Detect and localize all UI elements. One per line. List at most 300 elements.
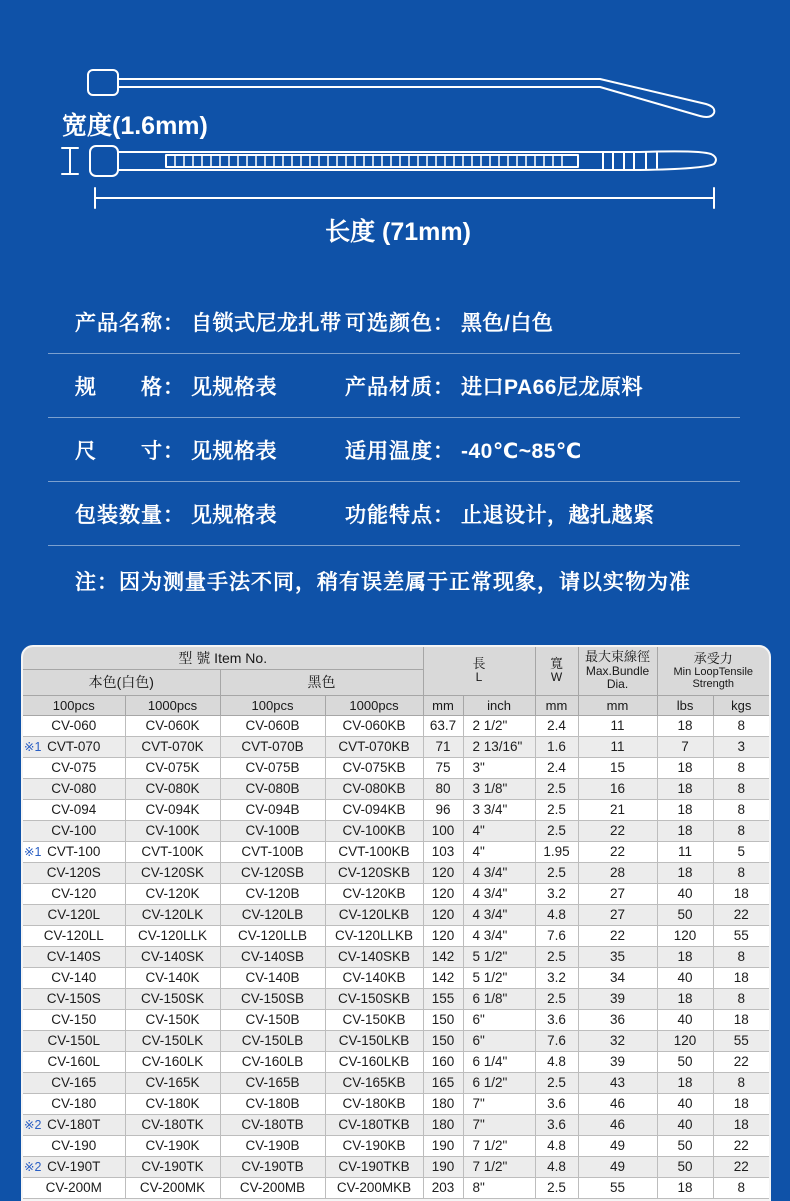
model-cell: CVT-070KB — [325, 736, 423, 757]
value-cell: 36 — [578, 1009, 657, 1030]
tie2-head — [90, 146, 118, 176]
value-cell: 18 — [657, 862, 713, 883]
value-cell: 7 — [657, 736, 713, 757]
value-cell: 180 — [423, 1093, 463, 1114]
value-cell: 3" — [463, 757, 535, 778]
value-cell: 4" — [463, 820, 535, 841]
model-cell: CV-190 — [23, 1135, 125, 1156]
model-cell: CV-180 — [23, 1093, 125, 1114]
value-cell: 3.6 — [535, 1009, 578, 1030]
model-cell: ※2 CV-190T — [23, 1156, 125, 1177]
subheader-lbs: lbs — [657, 695, 713, 715]
model-cell: CV-140KB — [325, 967, 423, 988]
value-cell: 150 — [423, 1030, 463, 1051]
model-cell: ※2 CV-180T — [23, 1114, 125, 1135]
model-cell: CV-150SK — [125, 988, 220, 1009]
value-cell: 96 — [423, 799, 463, 820]
model-cell: CV-120L — [23, 904, 125, 925]
subheader-pack-2: 100pcs — [220, 695, 325, 715]
model-cell: CV-150SKB — [325, 988, 423, 1009]
value-cell: 6 1/4" — [463, 1051, 535, 1072]
value-cell: 7" — [463, 1114, 535, 1135]
spec-value: 自锁式尼龙扎带 — [191, 312, 342, 335]
value-cell: 46 — [578, 1114, 657, 1135]
value-cell: 18 — [657, 1072, 713, 1093]
spec-row-spec-material — [0, 354, 790, 418]
model-cell: CV-200M — [23, 1177, 125, 1198]
value-cell: 40 — [657, 1093, 713, 1114]
table-row — [23, 1114, 769, 1135]
spec-label: 规 格： — [75, 376, 185, 399]
value-cell: 22 — [713, 904, 769, 925]
value-cell: 2.5 — [535, 1072, 578, 1093]
model-cell: CV-080K — [125, 778, 220, 799]
model-cell: CV-165KB — [325, 1072, 423, 1093]
model-cell: CVT-100K — [125, 841, 220, 862]
model-cell: CV-080 — [23, 778, 125, 799]
value-cell: 22 — [578, 820, 657, 841]
model-cell: CV-140 — [23, 967, 125, 988]
subheader-pack-0: 100pcs — [23, 695, 125, 715]
model-cell: CV-140B — [220, 967, 325, 988]
model-cell: CV-120LK — [125, 904, 220, 925]
model-cell: CV-120KB — [325, 883, 423, 904]
model-cell: CV-160LB — [220, 1051, 325, 1072]
value-cell: 142 — [423, 946, 463, 967]
spec-table — [21, 645, 771, 1201]
value-cell: 43 — [578, 1072, 657, 1093]
header-tensile-strength: 承受力 Min LoopTensile Strength — [657, 647, 769, 695]
model-cell: CV-190TB — [220, 1156, 325, 1177]
value-cell: 39 — [578, 1051, 657, 1072]
subheader-pack-1: 1000pcs — [125, 695, 220, 715]
tie2-teeth-band — [166, 155, 578, 167]
value-cell: 50 — [657, 1051, 713, 1072]
spec-value: 见规格表 — [191, 440, 277, 463]
value-cell: 3 — [713, 736, 769, 757]
table-row — [23, 862, 769, 883]
value-cell: 2.4 — [535, 715, 578, 736]
model-cell: CV-075 — [23, 757, 125, 778]
spec-value: 黑色/白色 — [461, 312, 554, 335]
value-cell: 22 — [713, 1051, 769, 1072]
value-cell: 8 — [713, 757, 769, 778]
value-cell: 5 1/2" — [463, 946, 535, 967]
footnote-marker: ※2 — [24, 1159, 42, 1174]
value-cell: 27 — [578, 904, 657, 925]
table-row — [23, 799, 769, 820]
model-cell: CV-075KB — [325, 757, 423, 778]
model-cell: CV-150SB — [220, 988, 325, 1009]
value-cell: 71 — [423, 736, 463, 757]
header-length: 長 L — [423, 647, 535, 695]
value-cell: 18 — [713, 883, 769, 904]
value-cell: 7" — [463, 1093, 535, 1114]
value-cell: 50 — [657, 1135, 713, 1156]
value-cell: 18 — [713, 1009, 769, 1030]
value-cell: 8 — [713, 715, 769, 736]
value-cell: 8 — [713, 820, 769, 841]
value-cell: 63.7 — [423, 715, 463, 736]
model-cell: CV-120LLKB — [325, 925, 423, 946]
spec-row-package-feature — [0, 482, 790, 546]
value-cell: 18 — [657, 799, 713, 820]
value-cell: 18 — [657, 757, 713, 778]
value-cell: 4 3/4" — [463, 925, 535, 946]
value-cell: 1.95 — [535, 841, 578, 862]
value-cell: 6" — [463, 1009, 535, 1030]
model-cell: ※1 CVT-100 — [23, 841, 125, 862]
spec-label: 包装数量： — [75, 504, 185, 527]
spec-value: 见规格表 — [191, 504, 277, 527]
spec-size — [0, 435, 345, 465]
value-cell: 2.5 — [535, 820, 578, 841]
value-cell: 27 — [578, 883, 657, 904]
spec-package-qty — [0, 499, 345, 529]
value-cell: 3.2 — [535, 967, 578, 988]
value-cell: 120 — [423, 904, 463, 925]
model-cell: CV-060KB — [325, 715, 423, 736]
table-row — [23, 904, 769, 925]
value-cell: 100 — [423, 820, 463, 841]
value-cell: 120 — [423, 862, 463, 883]
spec-value: 止退设计，越扎越紧 — [461, 504, 655, 527]
subheader-mm: mm — [578, 695, 657, 715]
model-cell: CV-160LKB — [325, 1051, 423, 1072]
length-dimension-line — [95, 188, 714, 208]
value-cell: 120 — [423, 925, 463, 946]
value-cell: 4.8 — [535, 904, 578, 925]
model-cell: CV-190TK — [125, 1156, 220, 1177]
model-cell: CV-140SB — [220, 946, 325, 967]
value-cell: 150 — [423, 1009, 463, 1030]
footnote-marker: ※1 — [24, 739, 42, 754]
model-cell: CV-150 — [23, 1009, 125, 1030]
model-cell: CV-165K — [125, 1072, 220, 1093]
value-cell: 3 1/8" — [463, 778, 535, 799]
spec-value: 进口PA66尼龙原料 — [461, 376, 643, 399]
model-cell: CV-200MKB — [325, 1177, 423, 1198]
value-cell: 18 — [657, 778, 713, 799]
value-cell: 6 1/8" — [463, 988, 535, 1009]
value-cell: 15 — [578, 757, 657, 778]
table-row — [23, 778, 769, 799]
header-natural-white: 本色(白色) — [23, 669, 220, 695]
value-cell: 120 — [657, 925, 713, 946]
value-cell: 103 — [423, 841, 463, 862]
model-cell: CV-200MB — [220, 1177, 325, 1198]
model-cell: CV-190B — [220, 1135, 325, 1156]
model-cell: CV-120SK — [125, 862, 220, 883]
value-cell: 4" — [463, 841, 535, 862]
value-cell: 55 — [713, 1030, 769, 1051]
value-cell: 28 — [578, 862, 657, 883]
value-cell: 5 — [713, 841, 769, 862]
value-cell: 49 — [578, 1156, 657, 1177]
value-cell: 190 — [423, 1156, 463, 1177]
value-cell: 1.6 — [535, 736, 578, 757]
model-cell: CV-190TKB — [325, 1156, 423, 1177]
spec-label: 功能特点： — [345, 504, 455, 527]
model-cell: CV-150LKB — [325, 1030, 423, 1051]
model-cell: CV-165B — [220, 1072, 325, 1093]
value-cell: 32 — [578, 1030, 657, 1051]
header-width: 寬 W — [535, 647, 578, 695]
value-cell: 75 — [423, 757, 463, 778]
value-cell: 2 1/2" — [463, 715, 535, 736]
value-cell: 18 — [657, 988, 713, 1009]
measurement-note: 注：因为测量手法不同，稍有误差属于正常现象，请以实物为准 — [75, 571, 691, 594]
value-cell: 55 — [713, 925, 769, 946]
value-cell: 2.4 — [535, 757, 578, 778]
value-cell: 7.6 — [535, 925, 578, 946]
model-cell: CV-100B — [220, 820, 325, 841]
model-cell: CV-075B — [220, 757, 325, 778]
value-cell: 40 — [657, 883, 713, 904]
model-cell: CV-190KB — [325, 1135, 423, 1156]
table-row — [23, 988, 769, 1009]
value-cell: 8" — [463, 1177, 535, 1198]
value-cell: 18 — [713, 1114, 769, 1135]
value-cell: 40 — [657, 1114, 713, 1135]
value-cell: 18 — [713, 1093, 769, 1114]
value-cell: 22 — [713, 1135, 769, 1156]
model-cell: CV-180K — [125, 1093, 220, 1114]
model-cell: CV-150KB — [325, 1009, 423, 1030]
value-cell: 142 — [423, 967, 463, 988]
spec-row-name-color — [0, 290, 790, 354]
footnote-marker: ※1 — [24, 844, 42, 859]
model-cell: CV-180KB — [325, 1093, 423, 1114]
value-cell: 2.5 — [535, 988, 578, 1009]
table-row — [23, 820, 769, 841]
value-cell: 4.8 — [535, 1156, 578, 1177]
table-row — [23, 715, 769, 736]
value-cell: 2.5 — [535, 778, 578, 799]
model-cell: CV-120 — [23, 883, 125, 904]
value-cell: 203 — [423, 1177, 463, 1198]
model-cell: CV-094B — [220, 799, 325, 820]
table-row — [23, 1009, 769, 1030]
value-cell: 8 — [713, 799, 769, 820]
value-cell: 8 — [713, 862, 769, 883]
spec-table-grid — [23, 647, 769, 1199]
spec-color-options — [345, 307, 790, 337]
value-cell: 120 — [423, 883, 463, 904]
table-row — [23, 757, 769, 778]
value-cell: 3.6 — [535, 1093, 578, 1114]
table-row — [23, 1177, 769, 1198]
model-cell: ※1 CVT-070 — [23, 736, 125, 757]
subheader-pack-3: 1000pcs — [325, 695, 423, 715]
spec-label: 适用温度： — [345, 440, 455, 463]
value-cell: 3.2 — [535, 883, 578, 904]
model-cell: CV-140SK — [125, 946, 220, 967]
value-cell: 180 — [423, 1114, 463, 1135]
model-cell: CV-120LKB — [325, 904, 423, 925]
model-cell: CV-100KB — [325, 820, 423, 841]
model-cell: CV-150S — [23, 988, 125, 1009]
value-cell: 8 — [713, 778, 769, 799]
table-row — [23, 1093, 769, 1114]
value-cell: 4 3/4" — [463, 862, 535, 883]
value-cell: 155 — [423, 988, 463, 1009]
header-black: 黑色 — [220, 669, 423, 695]
width-label: 宽度(1.6mm) — [62, 112, 208, 140]
value-cell: 40 — [657, 967, 713, 988]
value-cell: 165 — [423, 1072, 463, 1093]
value-cell: 11 — [657, 841, 713, 862]
value-cell: 2.5 — [535, 1177, 578, 1198]
model-cell: CV-180TKB — [325, 1114, 423, 1135]
table-row — [23, 967, 769, 988]
model-cell: CVT-100KB — [325, 841, 423, 862]
value-cell: 46 — [578, 1093, 657, 1114]
value-cell: 8 — [713, 988, 769, 1009]
spec-specification — [0, 371, 345, 401]
value-cell: 18 — [657, 820, 713, 841]
value-cell: 160 — [423, 1051, 463, 1072]
value-cell: 8 — [713, 1072, 769, 1093]
spec-label: 产品名称： — [75, 312, 185, 335]
model-cell: CV-094KB — [325, 799, 423, 820]
value-cell: 11 — [578, 715, 657, 736]
value-cell: 18 — [657, 1177, 713, 1198]
value-cell: 190 — [423, 1135, 463, 1156]
model-cell: CV-120SB — [220, 862, 325, 883]
model-cell: CV-140S — [23, 946, 125, 967]
model-cell: CV-100K — [125, 820, 220, 841]
spec-list — [0, 290, 790, 546]
value-cell: 18 — [713, 967, 769, 988]
model-cell: CV-150LB — [220, 1030, 325, 1051]
value-cell: 4.8 — [535, 1135, 578, 1156]
width-bracket-icon — [62, 148, 78, 174]
value-cell: 6" — [463, 1030, 535, 1051]
value-cell: 49 — [578, 1135, 657, 1156]
model-cell: CV-200MK — [125, 1177, 220, 1198]
value-cell: 39 — [578, 988, 657, 1009]
value-cell: 7 1/2" — [463, 1135, 535, 1156]
table-row — [23, 946, 769, 967]
subheader-mm: mm — [535, 695, 578, 715]
model-cell: CV-150B — [220, 1009, 325, 1030]
model-cell: CV-094 — [23, 799, 125, 820]
value-cell: 8 — [713, 1177, 769, 1198]
table-row — [23, 841, 769, 862]
value-cell: 22 — [578, 925, 657, 946]
model-cell: CV-160L — [23, 1051, 125, 1072]
value-cell: 2.5 — [535, 946, 578, 967]
table-row — [23, 1135, 769, 1156]
model-cell: CV-080B — [220, 778, 325, 799]
subheader-inch: inch — [463, 695, 535, 715]
value-cell: 40 — [657, 1009, 713, 1030]
table-row — [23, 1156, 769, 1177]
value-cell: 35 — [578, 946, 657, 967]
value-cell: 6 1/2" — [463, 1072, 535, 1093]
tie2-tail-segments — [603, 152, 657, 170]
value-cell: 55 — [578, 1177, 657, 1198]
value-cell: 4.8 — [535, 1051, 578, 1072]
value-cell: 2 13/16" — [463, 736, 535, 757]
model-cell: CV-120B — [220, 883, 325, 904]
model-cell: CV-165 — [23, 1072, 125, 1093]
spec-product-name — [0, 307, 345, 337]
value-cell: 16 — [578, 778, 657, 799]
table-row — [23, 1051, 769, 1072]
subheader-kgs: kgs — [713, 695, 769, 715]
spec-row-size-temp — [0, 418, 790, 482]
value-cell: 4 3/4" — [463, 904, 535, 925]
table-row — [23, 925, 769, 946]
model-cell: CV-180TK — [125, 1114, 220, 1135]
model-cell: CV-094K — [125, 799, 220, 820]
model-cell: CV-120K — [125, 883, 220, 904]
value-cell: 34 — [578, 967, 657, 988]
value-cell: 21 — [578, 799, 657, 820]
model-cell: CV-120LLB — [220, 925, 325, 946]
spec-value: 见规格表 — [191, 376, 277, 399]
model-cell: CV-160LK — [125, 1051, 220, 1072]
table-row — [23, 736, 769, 757]
header-max-bundle-dia: 最大束線徑 Max.Bundle Dia. — [578, 647, 657, 695]
model-cell: CV-120LL — [23, 925, 125, 946]
model-cell: CV-180B — [220, 1093, 325, 1114]
value-cell: 2.5 — [535, 862, 578, 883]
model-cell: CV-150L — [23, 1030, 125, 1051]
value-cell: 80 — [423, 778, 463, 799]
spec-temperature — [345, 435, 790, 465]
model-cell: CV-100 — [23, 820, 125, 841]
model-cell: CV-080KB — [325, 778, 423, 799]
table-row — [23, 1072, 769, 1093]
model-cell: CV-120S — [23, 862, 125, 883]
model-cell: CV-150K — [125, 1009, 220, 1030]
model-cell: CVT-100B — [220, 841, 325, 862]
tie2-teeth — [175, 155, 562, 167]
model-cell: CV-190K — [125, 1135, 220, 1156]
value-cell: 7.6 — [535, 1030, 578, 1051]
value-cell: 2.5 — [535, 799, 578, 820]
model-cell: CV-075K — [125, 757, 220, 778]
value-cell: 3 3/4" — [463, 799, 535, 820]
table-row — [23, 883, 769, 904]
model-cell: CV-180TB — [220, 1114, 325, 1135]
spec-label: 尺 寸： — [75, 440, 185, 463]
model-cell: CV-060B — [220, 715, 325, 736]
spec-value: -40℃~85℃ — [461, 440, 582, 463]
spec-feature — [345, 499, 790, 529]
length-label: 长度 (71mm) — [325, 218, 471, 246]
value-cell: 7 1/2" — [463, 1156, 535, 1177]
model-cell: CVT-070K — [125, 736, 220, 757]
model-cell: CV-120LB — [220, 904, 325, 925]
value-cell: 18 — [657, 946, 713, 967]
value-cell: 8 — [713, 946, 769, 967]
model-cell: CV-140SKB — [325, 946, 423, 967]
model-cell: CV-150LK — [125, 1030, 220, 1051]
value-cell: 120 — [657, 1030, 713, 1051]
value-cell: 5 1/2" — [463, 967, 535, 988]
model-cell: CV-060K — [125, 715, 220, 736]
spec-label: 可选颜色： — [345, 312, 455, 335]
table-row — [23, 1030, 769, 1051]
value-cell: 50 — [657, 904, 713, 925]
model-cell: CV-120LLK — [125, 925, 220, 946]
value-cell: 22 — [713, 1156, 769, 1177]
value-cell: 3.6 — [535, 1114, 578, 1135]
